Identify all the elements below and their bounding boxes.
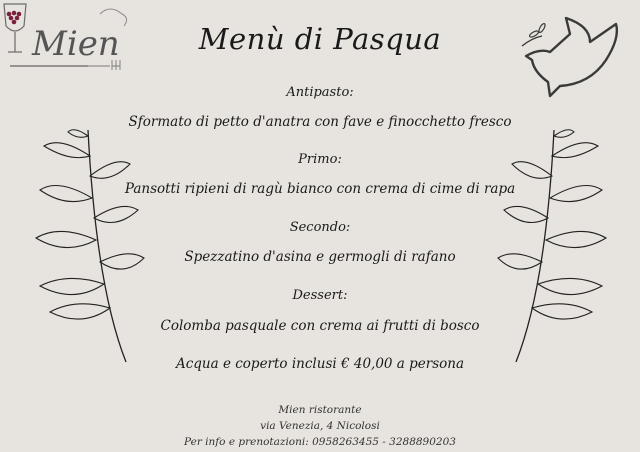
dish-secondo: Spezzatino d'asina e germogli di rafano	[184, 249, 456, 265]
footer-address: via Venezia, 4 Nicolosi	[260, 420, 380, 432]
page-title: Menù di Pasqua	[198, 22, 442, 56]
dish-antipasto: Sformato di petto d'anatra con fave e finocchetto fresco	[128, 114, 512, 130]
dish-dessert: Colomba pasquale con crema ai frutti di bosco	[160, 318, 480, 334]
dish-primo: Pansotti ripieni di ragù bianco con crema di cime di rapa	[124, 181, 516, 197]
price-note: Acqua e coperto inclusi € 40,00 a persona	[175, 356, 465, 372]
logo-text: Mien	[32, 24, 120, 64]
section-heading-dessert: Dessert:	[292, 288, 348, 303]
section-heading-secondo: Secondo:	[289, 220, 351, 235]
footer-name: Mien ristorante	[278, 404, 362, 416]
footer-contacts: Per info e prenotazioni: 0958263455 - 3288890203	[184, 436, 456, 448]
section-heading-primo: Primo:	[298, 152, 342, 167]
section-heading-antipasto: Antipasto:	[286, 85, 354, 100]
